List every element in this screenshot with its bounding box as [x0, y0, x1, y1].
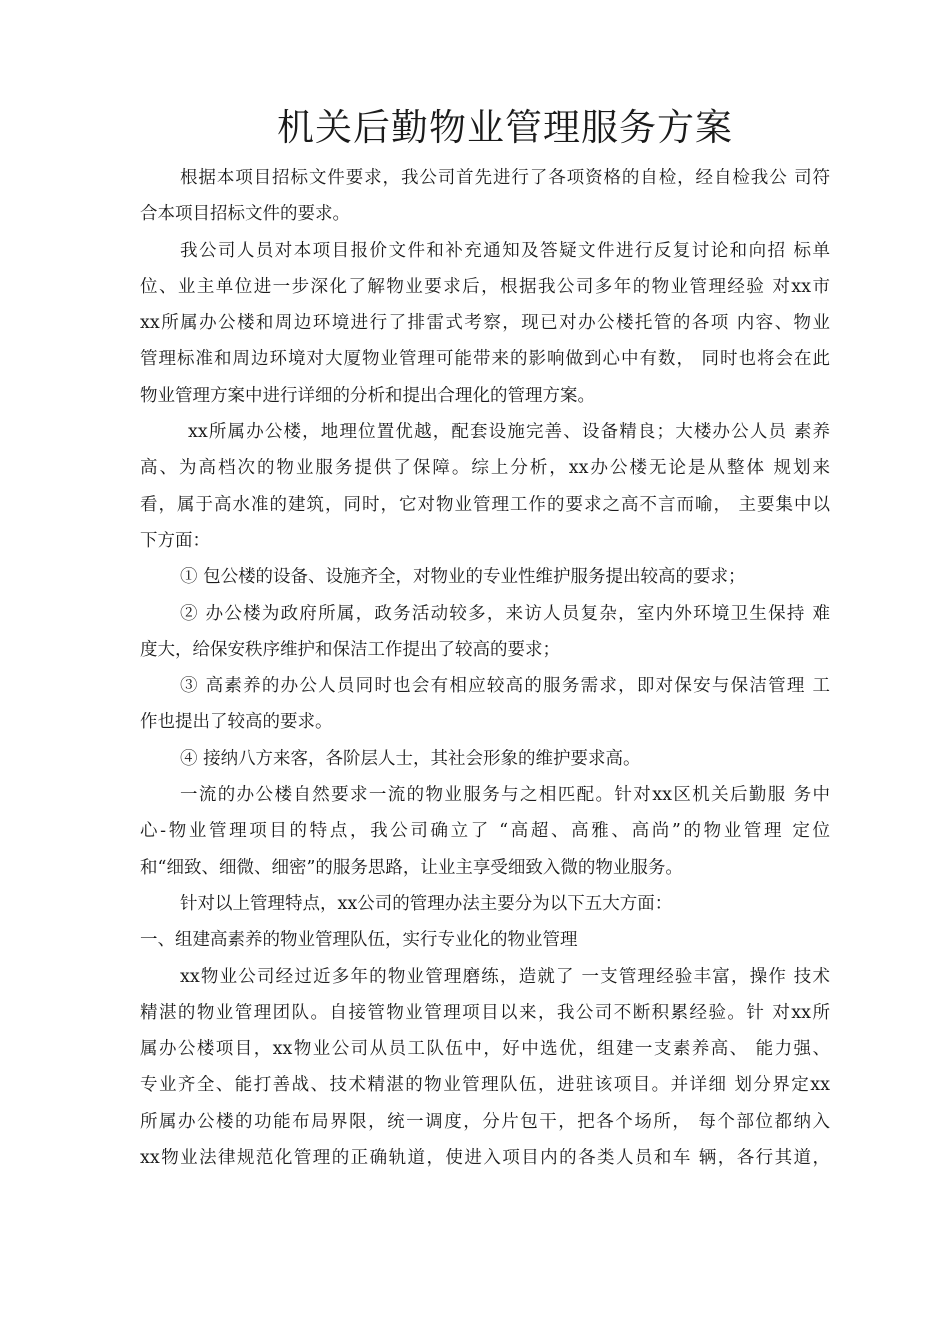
text-line: 物业管理方案中进行详细的分析和提出合理化的管理方案。 — [140, 385, 595, 406]
text-line: ① 包公楼的设备、设施齐全，对物业的专业性维护服务提出较高的要求； — [180, 567, 746, 588]
text-line: 我公司人员对本项目报价文件和补充通知及答疑文件进行反复讨论和向招 标单 — [180, 240, 830, 261]
text-line: ③ 高素养的办公人员同时也会有相应较高的服务需求，即对保安与保洁管理 工 — [180, 676, 830, 697]
text-line: 精湛的物业管理团队。自接管物业管理项目以来，我公司不断积累经验。针 对xx所 — [140, 1002, 830, 1023]
text-line: ④ 接纳八方来客，各阶层人士，其社会形象的维护要求高。 — [180, 748, 641, 769]
text-line: 管理标准和周边环境对大厦物业管理可能带来的影响做到心中有数， 同时也将会在此 — [140, 349, 830, 370]
text-line: 针对以上管理特点，xx公司的管理办法主要分为以下五大方面： — [180, 893, 673, 914]
text-line: xx物业法律规范化管理的正确轨道，使进入项目内的各类人员和车 辆，各行其道， — [140, 1148, 830, 1169]
document-title: 机关后勤物业管理服务方案 — [277, 106, 733, 149]
text-line: xx所属办公楼和周边环境进行了排雷式考察，现已对办公楼托管的各项 内容、物业 — [140, 313, 830, 334]
text-line: 根据本项目招标文件要求，我公司首先进行了各项资格的自检，经自检我公 司符 — [180, 168, 830, 188]
text-line: xx物业公司经过近多年的物业管理磨练，造就了 一支管理经验丰富，操作 技术 — [180, 966, 830, 987]
text-line: 度大，给保安秩序维护和保洁工作提出了较高的要求； — [140, 639, 560, 660]
text-line: 和“细致、细微、细密”的服务思路，让业主享受细致入微的物业服务。 — [140, 857, 683, 878]
text-line: 一流的办公楼自然要求一流的物业服务与之相匹配。针对xx区机关后勤服 务中 — [180, 785, 830, 806]
section-heading: 一、组建高素养的物业管理队伍，实行专业化的物业管理 — [140, 930, 578, 951]
text-line: 专业齐全、能打善战、技术精湛的物业管理队伍，进驻该项目。并详细 划分界定xx — [140, 1075, 830, 1096]
text-line: 所属办公楼的功能布局界限，统一调度，分片包干，把各个场所， 每个部位都纳入 — [140, 1111, 830, 1132]
text-line: 看，属于高水准的建筑，同时，它对物业管理工作的要求之高不言而喻， 主要集中以 — [140, 494, 830, 515]
document-body — [140, 160, 830, 1176]
text-line: 高、为高档次的物业服务提供了保障。综上分析，xx办公楼无论是从整体 规划来 — [140, 458, 830, 479]
text-line: xx所属办公楼，地理位置优越，配套设施完善、设备精良；大楼办公人员 素养 — [188, 422, 830, 443]
text-line: 作也提出了较高的要求。 — [140, 712, 333, 733]
text-line: 下方面： — [140, 530, 210, 551]
text-line: ② 办公楼为政府所属，政务活动较多，来访人员复杂，室内外环境卫生保持 难 — [180, 603, 830, 624]
text-line: 心-物业管理项目的特点，我公司确立了 “高超、高雅、高尚”的物业管理 定位 — [140, 821, 830, 842]
text-line: 位、业主单位进一步深化了解物业要求后，根据我公司多年的物业管理经验 对xx市 — [140, 276, 830, 297]
text-line: 属办公楼项目，xx物业公司从员工队伍中，好中选优，组建一支素养高、 能力强、 — [140, 1039, 830, 1060]
text-line: 合本项目招标文件的要求。 — [140, 204, 350, 225]
